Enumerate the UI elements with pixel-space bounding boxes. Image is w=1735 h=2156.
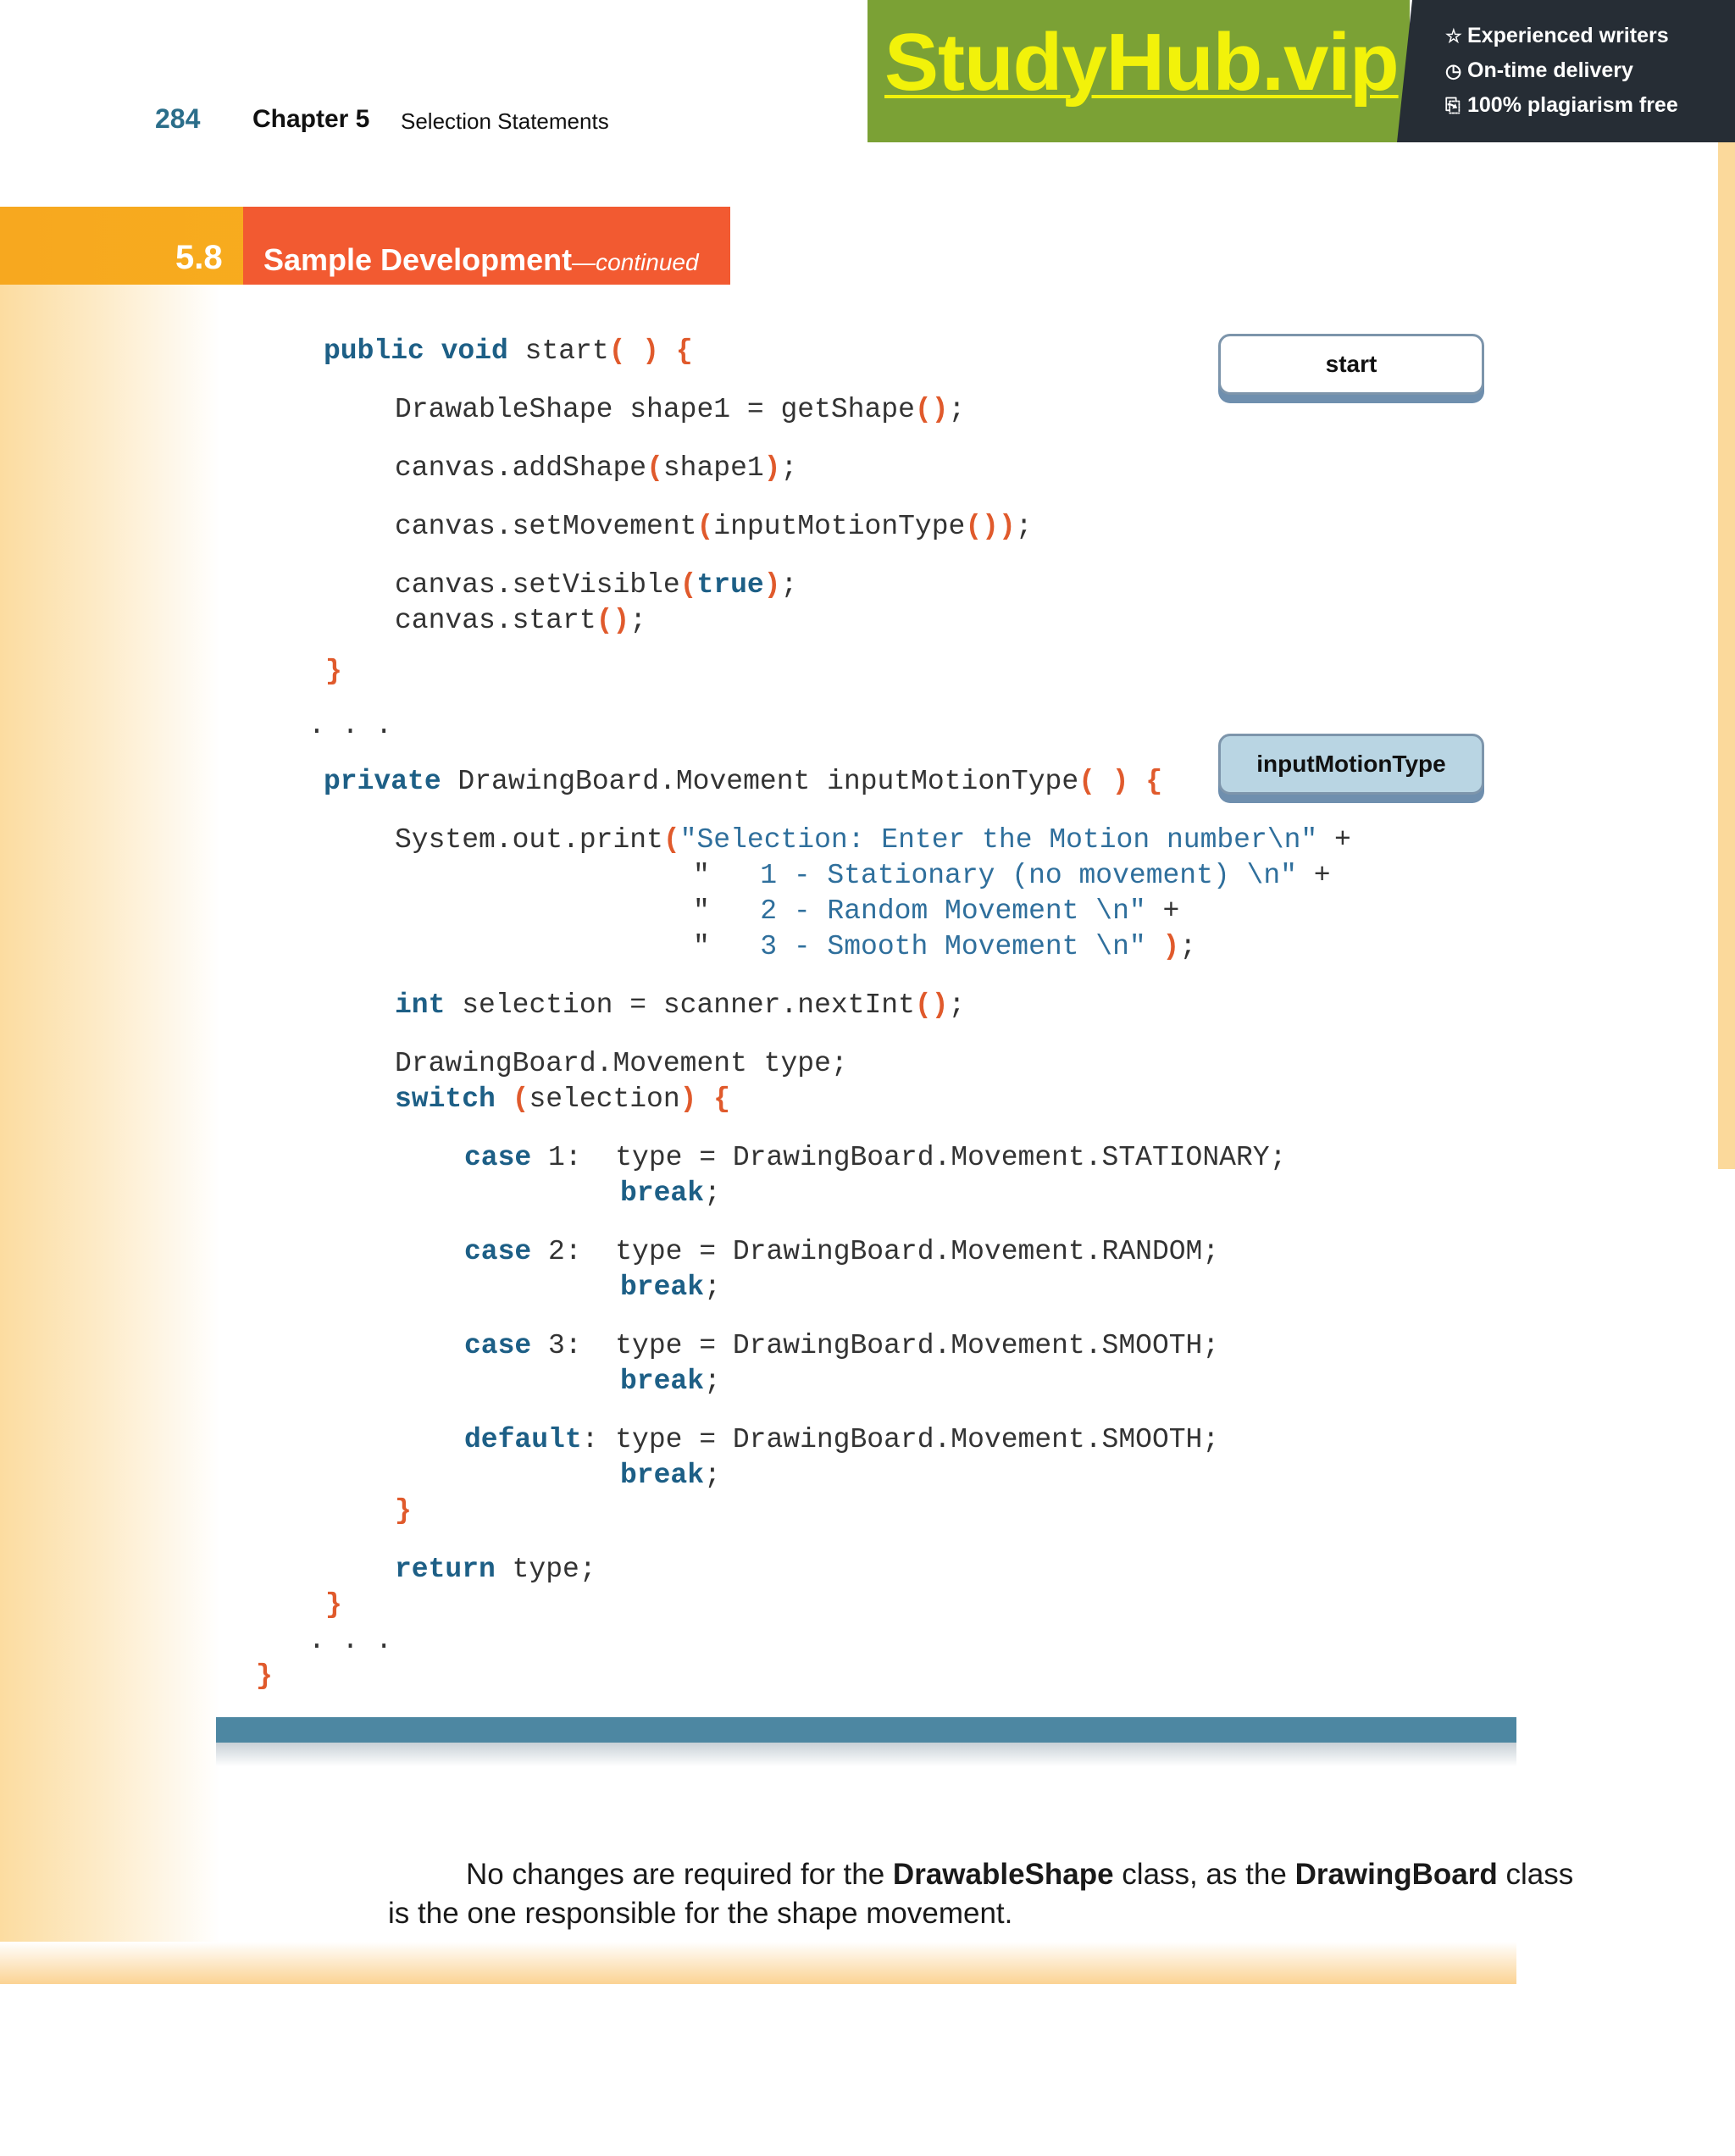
code-line-case-3: case 3: type = DrawingBoard.Movement.SMOOTH; [464,1330,1220,1361]
code-line-case-2: case 2: type = DrawingBoard.Movement.RANDOM; [464,1236,1220,1267]
bottom-margin-gradient [0,1942,1516,1984]
code-line-get-shape: DrawableShape shape1 = getShape(); [395,394,966,425]
copy-icon: ⎘ [1445,95,1461,116]
code-line-default: default: type = DrawingBoard.Movement.SMOOTH; [464,1424,1220,1455]
promo-banner[interactable] [868,0,1735,142]
code-line-option-2: " 2 - Random Movement \n" + [693,895,1180,927]
code-line-switch: switch (selection) { [395,1084,731,1115]
code-line-int-selection: int selection = scanner.nextInt(); [395,989,966,1021]
right-margin-strip [1718,142,1735,1169]
start-callout: start [1218,334,1484,403]
input-motion-type-callout: inputMotionType [1218,734,1484,803]
code-close-brace-start: } [325,656,342,687]
code-line-break-2: break; [620,1272,721,1303]
section-number: 5.8 [175,239,223,276]
chapter-title: Selection Statements [401,108,609,134]
code-line-type-declaration: DrawingBoard.Movement type; [395,1048,848,1079]
code-line-option-3: " 3 - Smooth Movement \n" ); [693,931,1197,962]
section-title-suffix: —continued [572,249,699,275]
promo-feature-writers: ☆ Experienced writers [1445,24,1669,47]
code-line-option-1: " 1 - Stationary (no movement) \n" + [693,860,1331,891]
code-line-start-signature: public void start( ) { [324,335,693,367]
code-close-brace-method: } [325,1589,342,1621]
clock-icon: ◷ [1445,60,1462,81]
code-ellipsis-1: . . . [308,710,393,741]
drawing-board-term: DrawingBoard [1294,1858,1498,1891]
promo-logo[interactable]: StudyHub.vip [884,17,1399,108]
promo-feature-delivery: ◷ On-time delivery [1445,58,1633,82]
code-line-print: System.out.print("Selection: Enter the Motion number\n" + [395,824,1351,856]
code-line-break-default: break; [620,1460,721,1491]
code-line-case-1: case 1: type = DrawingBoard.Movement.STATIONARY; [464,1142,1287,1173]
chapter-label: Chapter 5 [252,105,370,133]
code-line-return: return type; [395,1554,596,1585]
section-end-rule [216,1717,1516,1743]
section-title: Sample Development—continued [263,242,699,277]
promo-feature-plagiarism: ⎘ 100% plagiarism free [1445,93,1678,117]
code-line-set-movement: canvas.setMovement(inputMotionType()); [395,511,1033,542]
code-line-break-3: break; [620,1366,721,1397]
star-icon: ☆ [1445,25,1462,47]
page-number: 284 [155,103,201,134]
code-ellipsis-2: . . . [308,1625,393,1656]
code-line-input-motion-type-signature: private DrawingBoard.Movement inputMotionType( ) { [324,766,1163,797]
code-line-canvas-start: canvas.start(); [395,605,647,636]
code-close-brace-class: } [256,1660,273,1692]
code-line-set-visible: canvas.setVisible(true); [395,569,798,601]
body-paragraph: No changes are required for the DrawableShape class, as the DrawingBoard class is the one responsible for the shape movement. [388,1858,1574,1930]
code-line-break-1: break; [620,1178,721,1209]
code-line-add-shape: canvas.addShape(shape1); [395,452,798,484]
drawable-shape-term: DrawableShape [892,1858,1114,1891]
left-margin-gradient [0,285,220,1977]
section-end-rule-shadow [216,1743,1516,1766]
code-close-brace-switch: } [395,1495,412,1527]
